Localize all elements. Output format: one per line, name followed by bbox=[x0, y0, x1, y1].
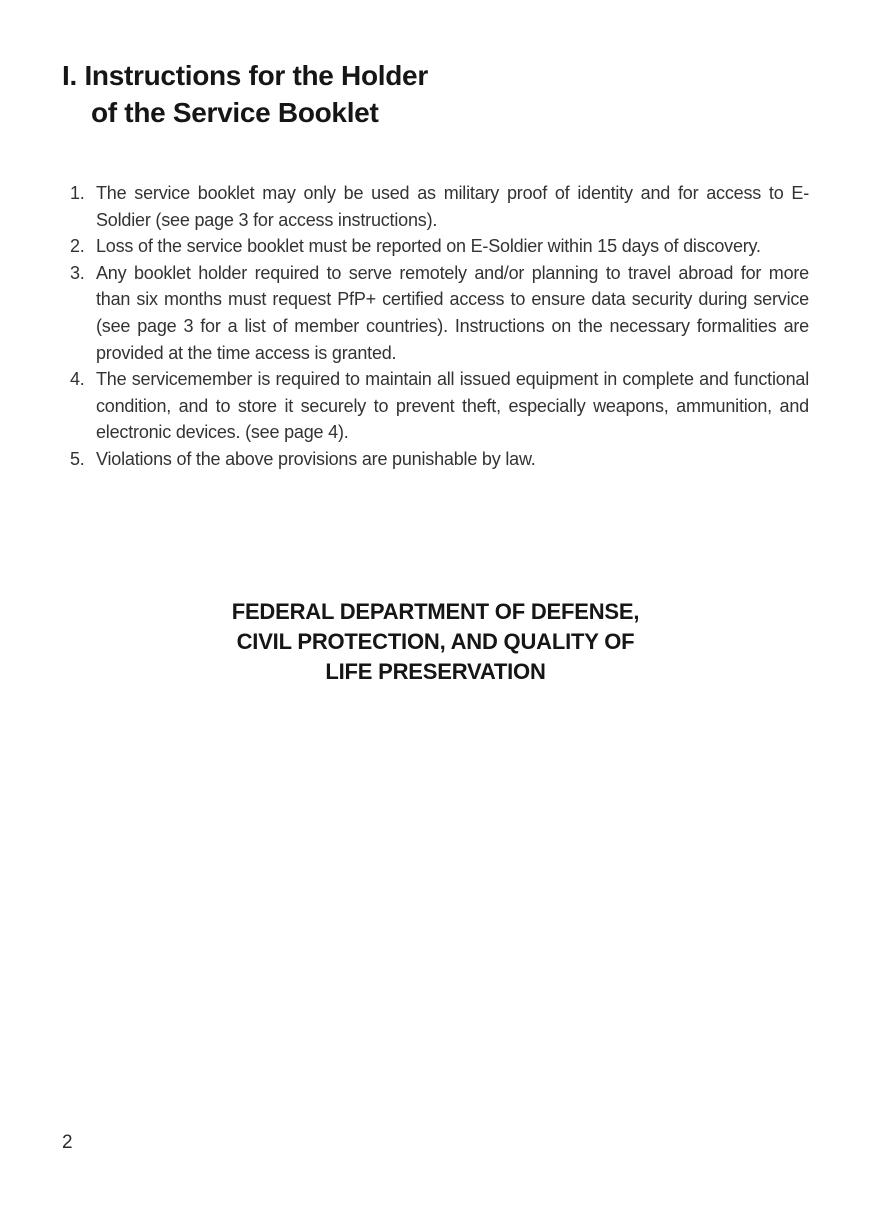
instruction-list bbox=[70, 180, 809, 473]
list-item-text: The service booklet may only be used as military proof of identity and for access to E-Soldier (see page 3 for access instructions). bbox=[96, 183, 809, 230]
list-item bbox=[70, 446, 809, 473]
page-number: 2 bbox=[62, 1132, 73, 1153]
list-item-text: Violations of the above provisions are punishable by law. bbox=[96, 448, 536, 469]
list-item-number: 2. bbox=[70, 236, 85, 257]
department-heading bbox=[100, 597, 771, 687]
list-item-number: 5. bbox=[70, 448, 85, 469]
list-item bbox=[70, 366, 809, 446]
list-item-text: The servicemember is required to maintain all issued equipment in complete and functional condition, and to store it securely to prevent theft, especially weapons, ammunition, and electronic devices. (see page 4). bbox=[96, 369, 809, 443]
list-item bbox=[70, 260, 809, 366]
list-item-number: 1. bbox=[70, 183, 85, 203]
page-title-line1: I. Instructions for the Holder bbox=[62, 60, 428, 91]
list-item bbox=[70, 180, 809, 233]
department-heading-line3: LIFE PRESERVATION bbox=[325, 658, 546, 684]
list-item-number: 3. bbox=[70, 262, 85, 283]
list-item-number: 4. bbox=[70, 369, 85, 390]
list-item-text: Any booklet holder required to serve remotely and/or planning to travel abroad for more than six months must request PfP+ certified access to ensure data security during service (see page 3 for a list of member countries). Instructions on the necessary formalities are provided at the time access is granted. bbox=[96, 262, 809, 363]
department-heading-line1: FEDERAL DEPARTMENT OF DEFENSE, bbox=[231, 598, 640, 624]
page-title-line2: of the Service Booklet bbox=[91, 97, 379, 128]
department-heading-line2: CIVIL PROTECTION, AND QUALITY OF bbox=[236, 628, 635, 654]
page-title bbox=[0, 0, 871, 131]
list-item-text: Loss of the service booklet must be reported on E-Soldier within 15 days of discovery. bbox=[96, 236, 761, 257]
list-item bbox=[70, 233, 809, 260]
